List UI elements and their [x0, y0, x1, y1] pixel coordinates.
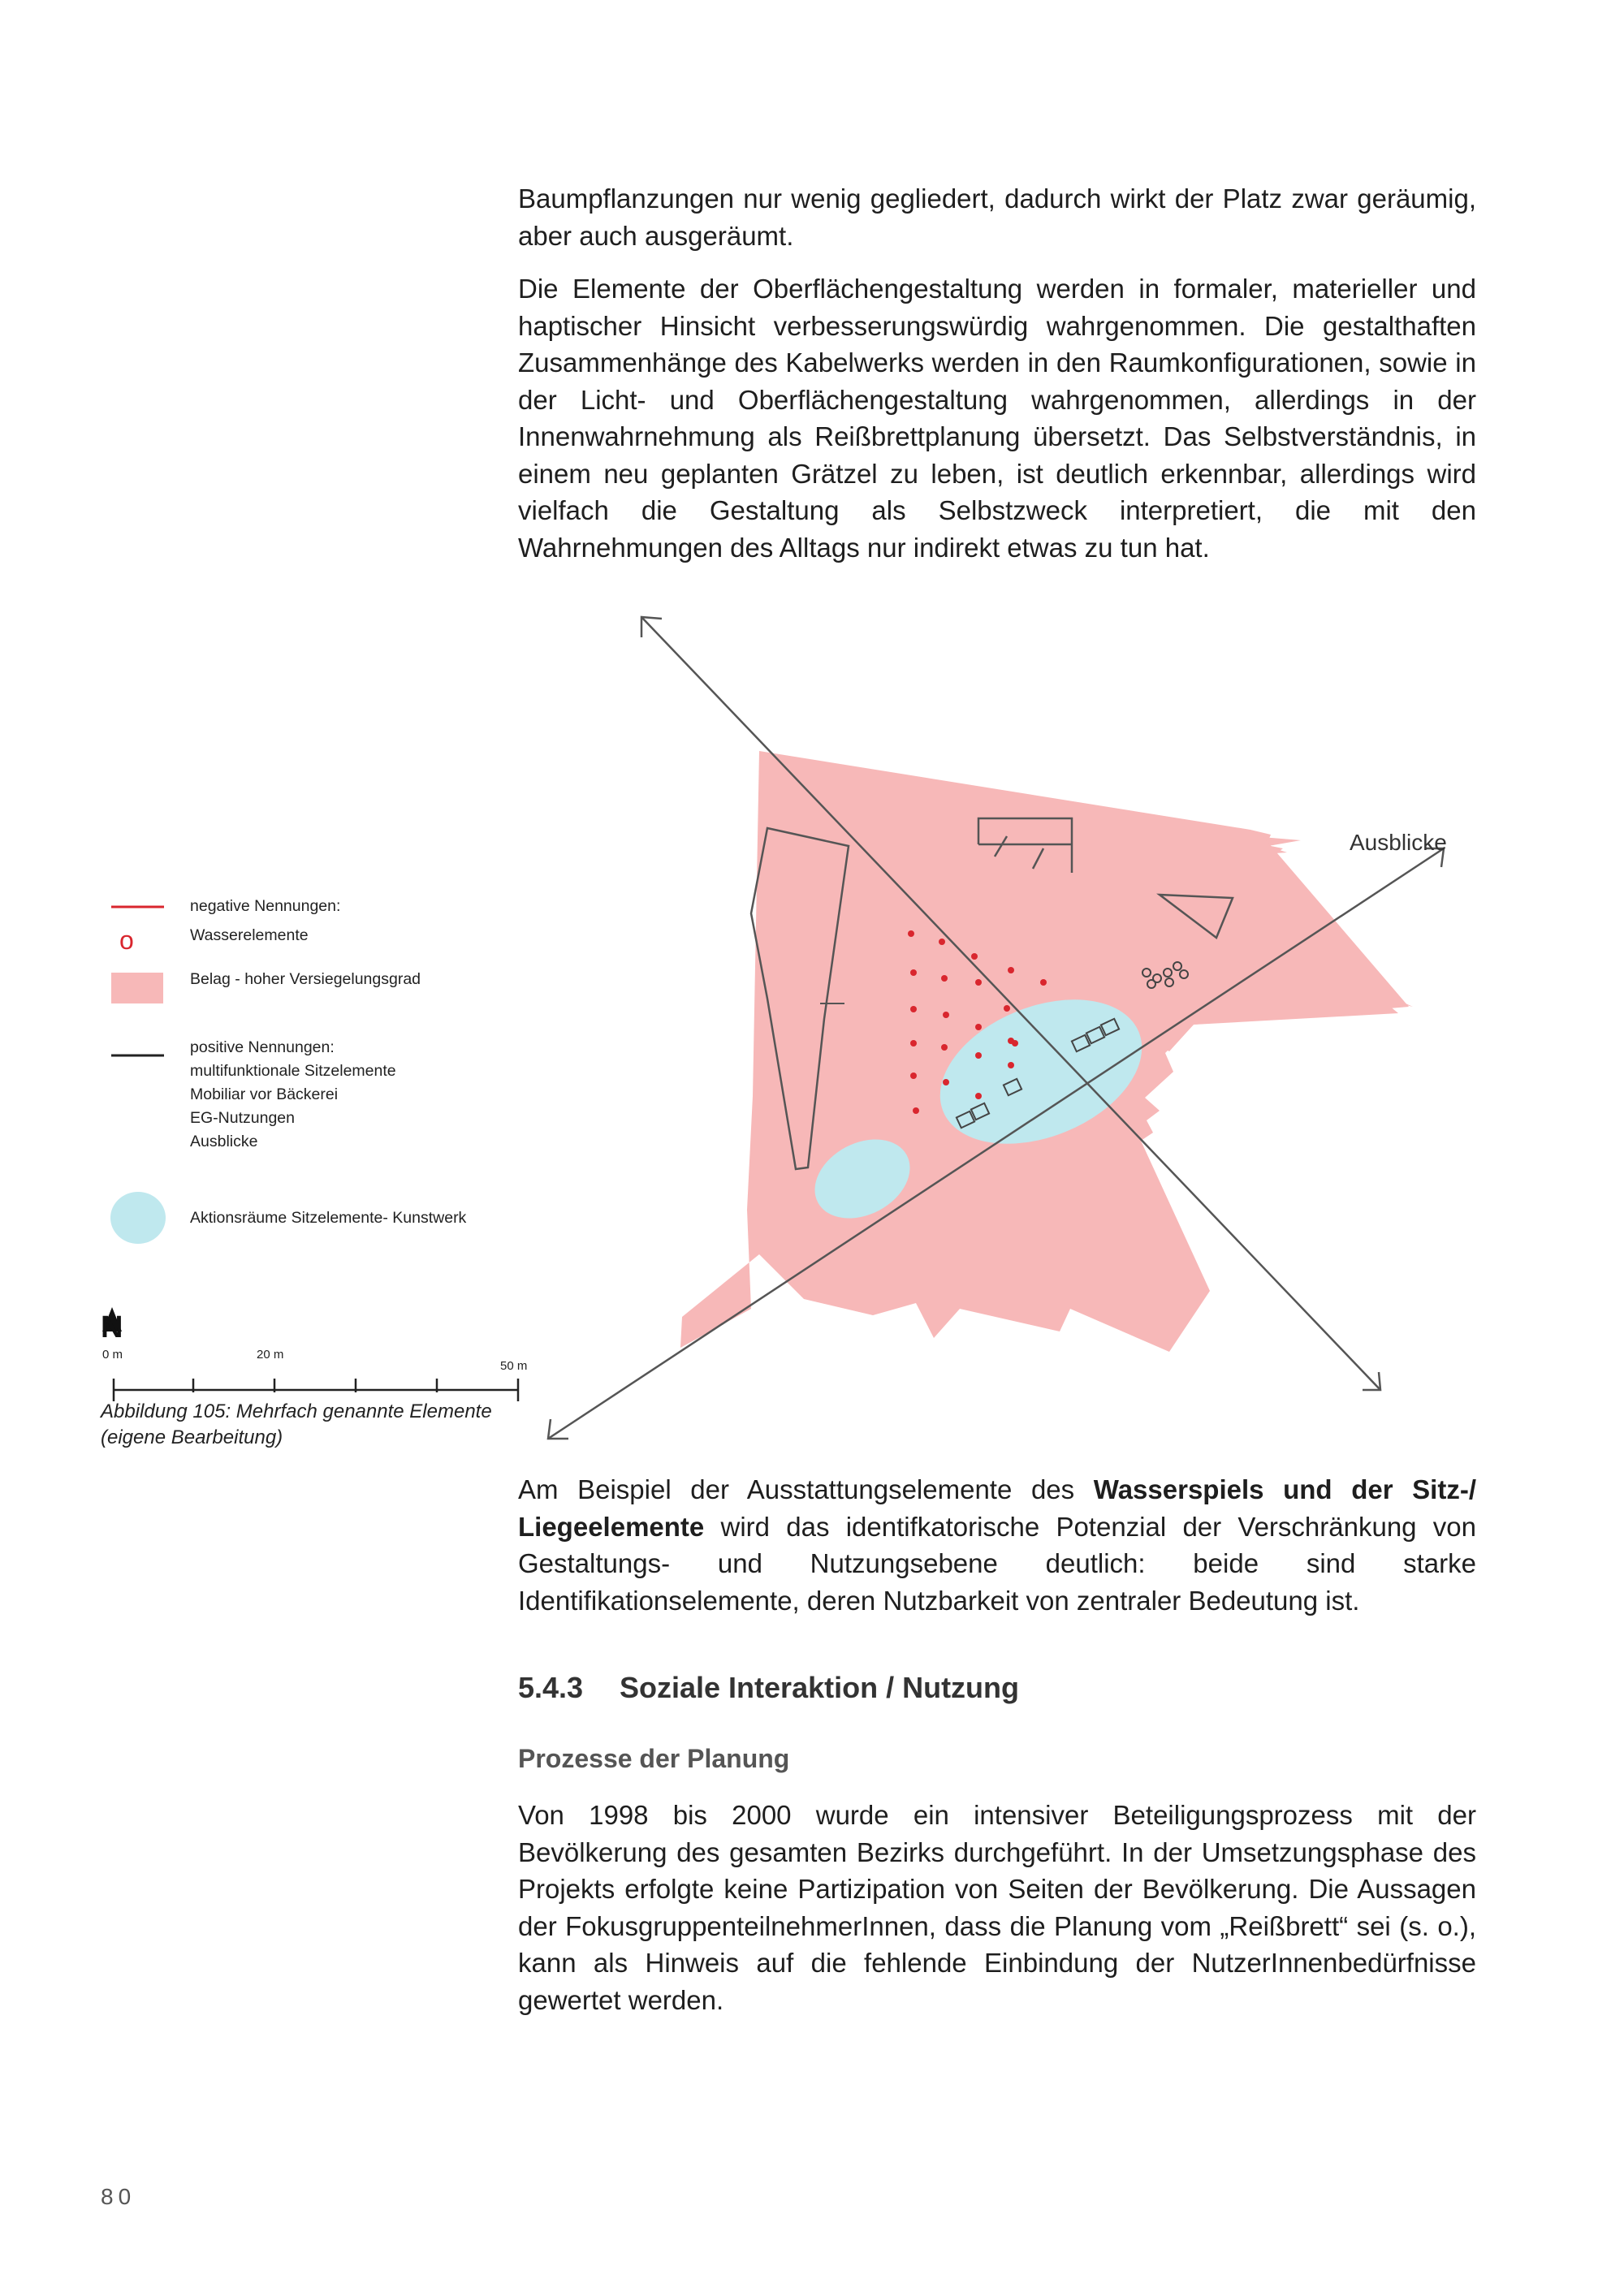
map-label-ausblicke: Ausblicke — [1350, 830, 1447, 855]
north-label: N — [101, 1310, 123, 1344]
legend-belag: Belag - hoher Versiegelungsgrad — [190, 970, 421, 988]
legend-positive-item: Mobiliar vor Bäckerei — [190, 1085, 339, 1103]
legend-wasser: Wasserelemente — [190, 926, 309, 944]
legend-negative-header: negative Nennungen: — [190, 897, 341, 915]
legend-positive-header: positive Nennungen: — [190, 1038, 335, 1056]
legend-aktion-swatch — [110, 1192, 166, 1244]
scale-bar — [114, 1379, 518, 1401]
scale-label-end: 50 m — [500, 1359, 528, 1373]
legend-positive-item: EG-Nutzungen — [190, 1109, 295, 1127]
bold-text-run: Wasserspiels und der Sitz-/ Liegeelemente — [518, 1474, 1476, 1542]
caption-line: Abbildung 105: Mehrfach genannte Elemente — [101, 1400, 492, 1422]
paragraph-planning-process — [518, 1797, 1476, 2018]
subheading: Prozesse der Planung — [518, 1744, 790, 1773]
water-symbol-icon: o — [119, 926, 134, 955]
section-heading — [518, 1671, 1019, 1705]
legend-positive-item: multifunktionale Sitzelemente — [190, 1062, 396, 1080]
scale-label-mid: 20 m — [257, 1348, 284, 1362]
page-number: 80 — [101, 2184, 136, 2209]
paragraph-text: Baumpflanzungen nur wenig gegliedert, dadurch wirkt der Platz zwar geräumig, aber auch ausgeräumt. — [518, 183, 1476, 251]
legend-positive-item: Ausblicke — [190, 1133, 258, 1150]
scale-label-zero: 0 m — [102, 1348, 123, 1362]
section-title: Soziale Interaktion / Nutzung — [620, 1671, 1020, 1704]
text-run: wird das identifkatorische Potenzial der Verschränkung von Gestaltungs- und Nutzungsebene deutlich: beide sind starke Identifikationselemente, deren Nutzbarkeit von zentraler Bedeutung ist. — [518, 1511, 1476, 1616]
paragraph-text: Von 1998 bis 2000 wurde ein intensiver Beteiligungsprozess mit der Bevölkerung des gesamten Bezirks durchgeführt. In der Umsetzungsphase des Projekts erfolgte keine Partizipation von Seiten der Bevölkerung. Die Aussagen der FokusgruppenteilnehmerInnen, dass die Planung vom „Reißbrett“ sei (s. o.), kann als Hinweis auf die fehlende Einbindung der NutzerInnenbedürfnisse gewertet werden. — [518, 1800, 1476, 2015]
section-number: 5.4.3 — [518, 1671, 584, 1704]
paragraph-text — [518, 1471, 1476, 1619]
caption-line: (eigene Bearbeitung) — [101, 1426, 283, 1448]
text-run: Am Beispiel der Ausstattungselemente des — [518, 1474, 1094, 1504]
paragraph-water-play — [518, 1471, 1476, 1619]
legend-belag-swatch — [111, 973, 163, 1003]
legend-aktion: Aktionsräume Sitzelemente- Kunstwerk — [190, 1209, 467, 1227]
figure-caption — [101, 1399, 523, 1451]
paragraph-text: Die Elemente der Oberflächengestaltung werden in formaler, materieller und haptischer Hinsicht verbesserungswürdig wahrgenommen. Die gestalthaften Zusammenhänge des Kabelwerks werden in den Raumkonfigurationen, sowie in der Licht- und Oberflächengestaltung wahrgenommen, allerdings in der Innenwahrnehmung als Reißbrettplanung übersetzt. Das Selbstverständnis, in einem neu geplanten Grätzel zu leben, ist deutlich erkennbar, allerdings wird vielfach die Gestaltung als Selbstzweck interpretiert, die mit den Wahrnehmungen des Alltags nur indirekt etwas zu tun hat. — [518, 274, 1476, 563]
